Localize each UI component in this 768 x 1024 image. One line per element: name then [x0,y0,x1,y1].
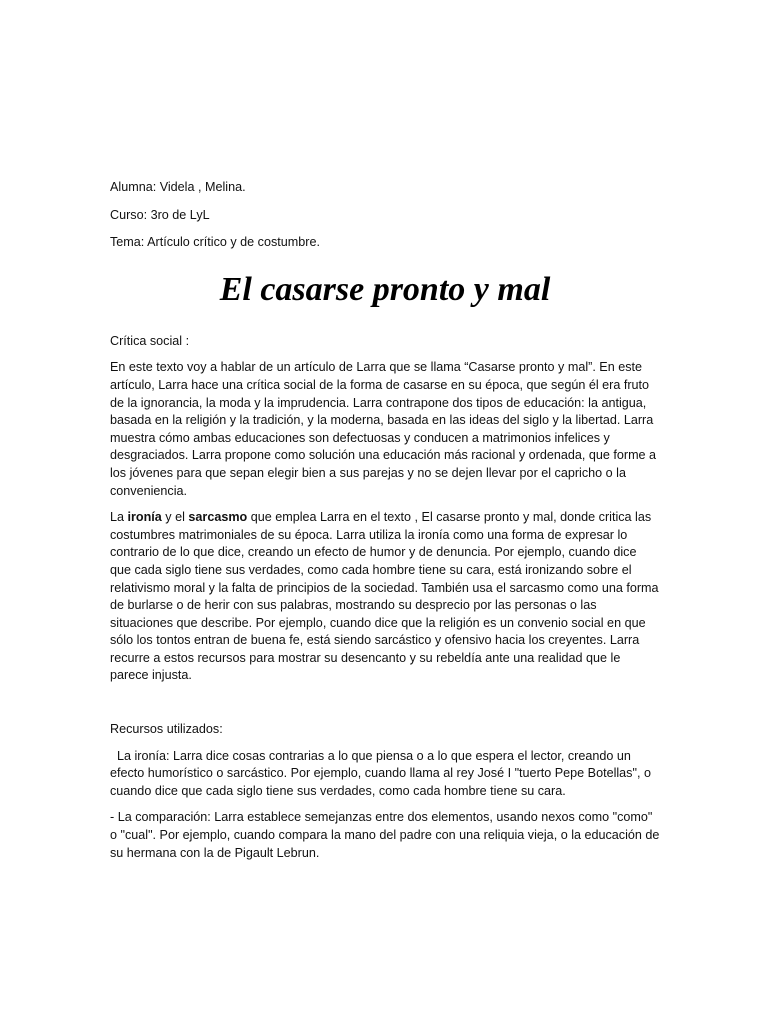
course-line: Curso: 3ro de LyL [110,207,210,222]
bold-sarcasmo: sarcasmo [188,510,248,525]
critica-heading: Crítica social : [110,333,190,348]
critica-paragraph-1: En este texto voy a hablar de un artículo de Larra que se llama “Casarse pronto y mal”. En este artículo, Larra hace una crítica social de la forma de casarse en su época, que según él era fruto de la ignorancia, la moda y la imprudencia. Larra contrapone dos tipos de educación: la antigua, basada en la religión y la tradición, y la moderna, basada en las ideas del siglo y la libertad. Larra muestra cómo ambas educaciones son defectuosas y conducen a matrimonios infelices y desgraciados. Larra propone como solución una educación más racional y ordenada, que forme a los jóvenes para que sepan elegir bien a sus parejas y no se dejen llevar por el capricho o la conveniencia. [110,360,657,498]
section-gap [110,694,660,721]
recurso-ironia [110,748,660,801]
critica-paragraph-2 [110,509,660,685]
student-name: Alumna: Videla , Melina. [110,180,246,194]
document-page [110,179,660,871]
p2-mid: y el [161,510,189,525]
recursos-heading: Recursos utilizados: [110,722,223,737]
document-title: El casarse pronto y mal [219,270,551,308]
recurso-comparacion: - La comparación: Larra establece semejanzas entre dos elementos, usando nexos como "como" o "cual". Por ejemplo, cuando compara la mano del padre con una reliquia vieja, o la educación de su hermana con la de Pigault Lebrun. [110,810,660,860]
p2-start: La [110,510,128,525]
recurso-ironia-text: La ironía: Larra dice cosas contrarias a lo que piensa o a lo que espera el lector, creando un efecto humorístico o sarcástico. Por ejemplo, cuando llama al rey José I "tuerto Pepe Botellas", o cuando dice que cada siglo tiene sus verdades, como cada hombre tiene su cara. [110,748,655,798]
bold-ironia: ironía [127,510,162,525]
p2-rest: que emplea Larra en el texto , El casarse pronto y mal, donde critica las costumbres matrimoniales de su época. Larra utiliza la ironía como una forma de expresar lo contrario de lo que dice, creando un efecto de humor y de denuncia. Por ejemplo, cuando dice que cada siglo tiene sus verdades, como cada hombre tiene su cara, está ironizando sobre el relativismo moral y la falta de principios de la sociedad. También usa el sarcasmo como una forma de burlarse o de herir con sus palabras, mostrando su desprecio por las personas o las situaciones que describe. Por ejemplo, cuando dice que la religión es un convenio social en que sólo los tontos entran de buena fe, está siendo sarcástico y ofensivo hacia los creyentes. Larra recurre a estos recursos para mostrar su desencanto y su rebeldía ante una realidad que le parece injusta. [110,510,659,683]
topic-line: Tema: Artículo crítico y de costumbre. [110,235,320,250]
